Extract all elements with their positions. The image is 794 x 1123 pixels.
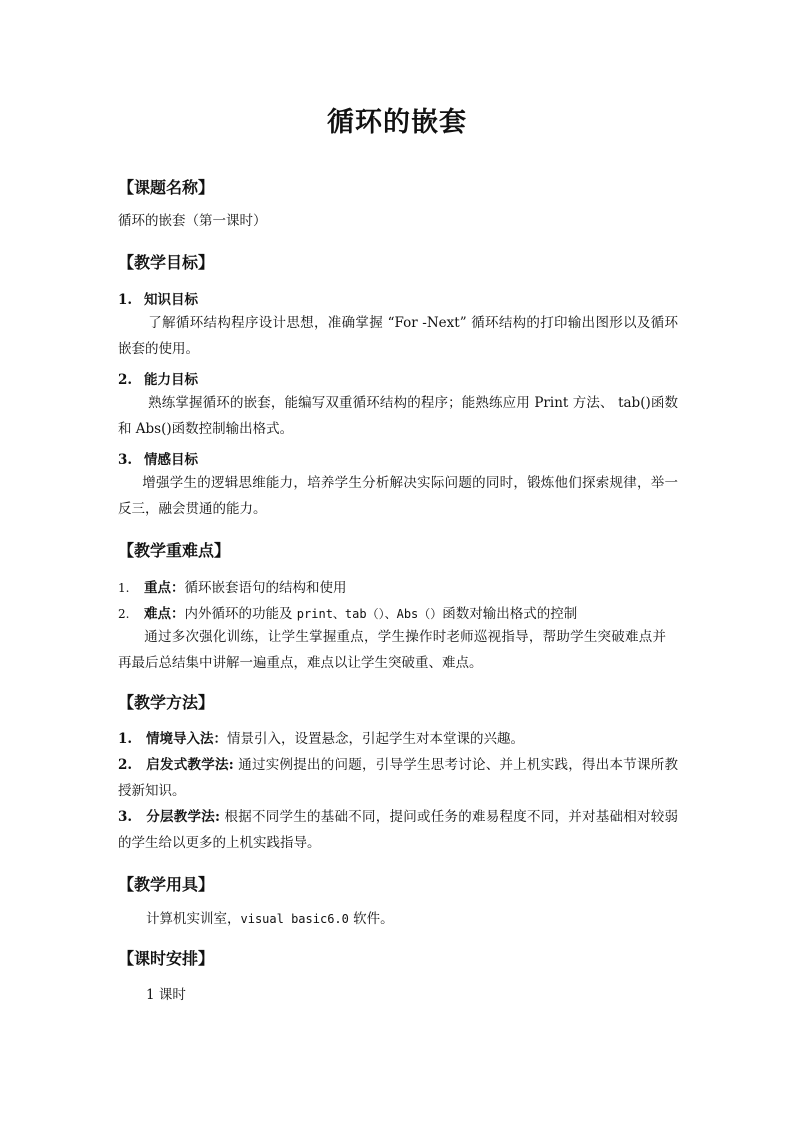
- item-number: 2.: [118, 372, 133, 388]
- item-label: 重点：: [144, 580, 185, 596]
- item-number: 3.: [118, 809, 133, 825]
- item-label: 知识目标: [144, 292, 198, 308]
- objective-paragraph-ability: [118, 390, 678, 442]
- section-heading-objectives: 【教学目标】: [118, 253, 215, 272]
- item-label: 难点：: [144, 606, 185, 622]
- item-text: 根据不同学生的基础不同，提问或任务的难易程度不同，并对基础相对较弱的学生给以更多的上机实践指导。: [118, 809, 678, 851]
- paragraph-text: 增强学生的逻辑思维能力，培养学生分析解决实际问题的同时，锻炼他们探索规律，举一反三，融会贯通的能力。: [118, 475, 678, 517]
- tools-text-pre: 计算机实训室，: [146, 911, 241, 927]
- item-number: 1.: [118, 731, 133, 747]
- item-text-post: 函数对输出格式的控制: [442, 606, 578, 622]
- objective-item-knowledge: [118, 288, 198, 308]
- tools-text: [146, 906, 394, 932]
- key-points-paragraph: [118, 624, 666, 676]
- document-title: 循环的嵌套: [327, 107, 467, 138]
- item-number: 2.: [118, 757, 133, 773]
- section-heading-schedule: 【课时安排】: [118, 949, 215, 968]
- item-label: 情境导入法：: [146, 731, 227, 747]
- method-item-layered: [118, 804, 678, 856]
- item-label: 分层教学法:: [146, 809, 220, 825]
- item-text: 情景引入，设置悬念，引起学生对本堂课的兴趣。: [227, 731, 524, 747]
- key-point-item-difficulty: [118, 602, 577, 622]
- method-item-heuristic: [118, 752, 678, 804]
- objective-paragraph-emotion: [118, 470, 678, 522]
- course-name-text: 循环的嵌套（第一课时）: [118, 213, 267, 229]
- item-text: 循环嵌套语句的结构和使用: [184, 580, 347, 596]
- tools-text-post: 软件。: [348, 911, 394, 927]
- item-number: 2.: [118, 607, 130, 621]
- section-heading-methods: 【教学方法】: [118, 693, 215, 712]
- item-label: 能力目标: [144, 372, 198, 388]
- section-heading-key-points: 【教学重难点】: [118, 541, 231, 560]
- paragraph-text: 熟练掌握循环的嵌套，能编写双重循环结构的程序；能熟练应用 Print 方法、 tab()函数和 Abs()函数控制输出格式。: [118, 395, 678, 437]
- objective-item-ability: [118, 368, 198, 388]
- item-number: 3.: [118, 452, 133, 468]
- item-label: 启发式教学法:: [146, 757, 234, 773]
- key-point-item-focus: [118, 576, 347, 596]
- section-heading-course-name: 【课题名称】: [118, 178, 215, 197]
- section-heading-tools: 【教学用具】: [118, 875, 215, 894]
- schedule-text: 1 课时: [146, 987, 186, 1003]
- objective-item-emotion: [118, 448, 198, 468]
- item-number: 1.: [118, 581, 130, 595]
- paragraph-text: 了解循环结构程序设计思想，准确掌握 “For -Next” 循环结构的打印输出图形以及循环嵌套的使用。: [118, 315, 678, 357]
- item-text-code: print、tab（）、Abs（）: [296, 607, 443, 621]
- paragraph-text: 通过多次强化训练，让学生掌握重点，学生操作时老师巡视指导，帮助学生突破难点并再最后总结集中讲解一遍重点，难点以让学生突破重、难点。: [118, 629, 666, 671]
- item-text: 通过实例提出的问题，引导学生思考讨论、并上机实践，得出本节课所教授新知识。: [118, 757, 678, 799]
- item-text-pre: 内外循环的功能及: [184, 606, 297, 622]
- item-label: 情感目标: [144, 452, 198, 468]
- item-number: 1.: [118, 292, 133, 308]
- method-item-situational: [118, 726, 678, 752]
- objective-paragraph-knowledge: [118, 310, 678, 362]
- tools-text-code: visual basic6.0: [240, 912, 349, 926]
